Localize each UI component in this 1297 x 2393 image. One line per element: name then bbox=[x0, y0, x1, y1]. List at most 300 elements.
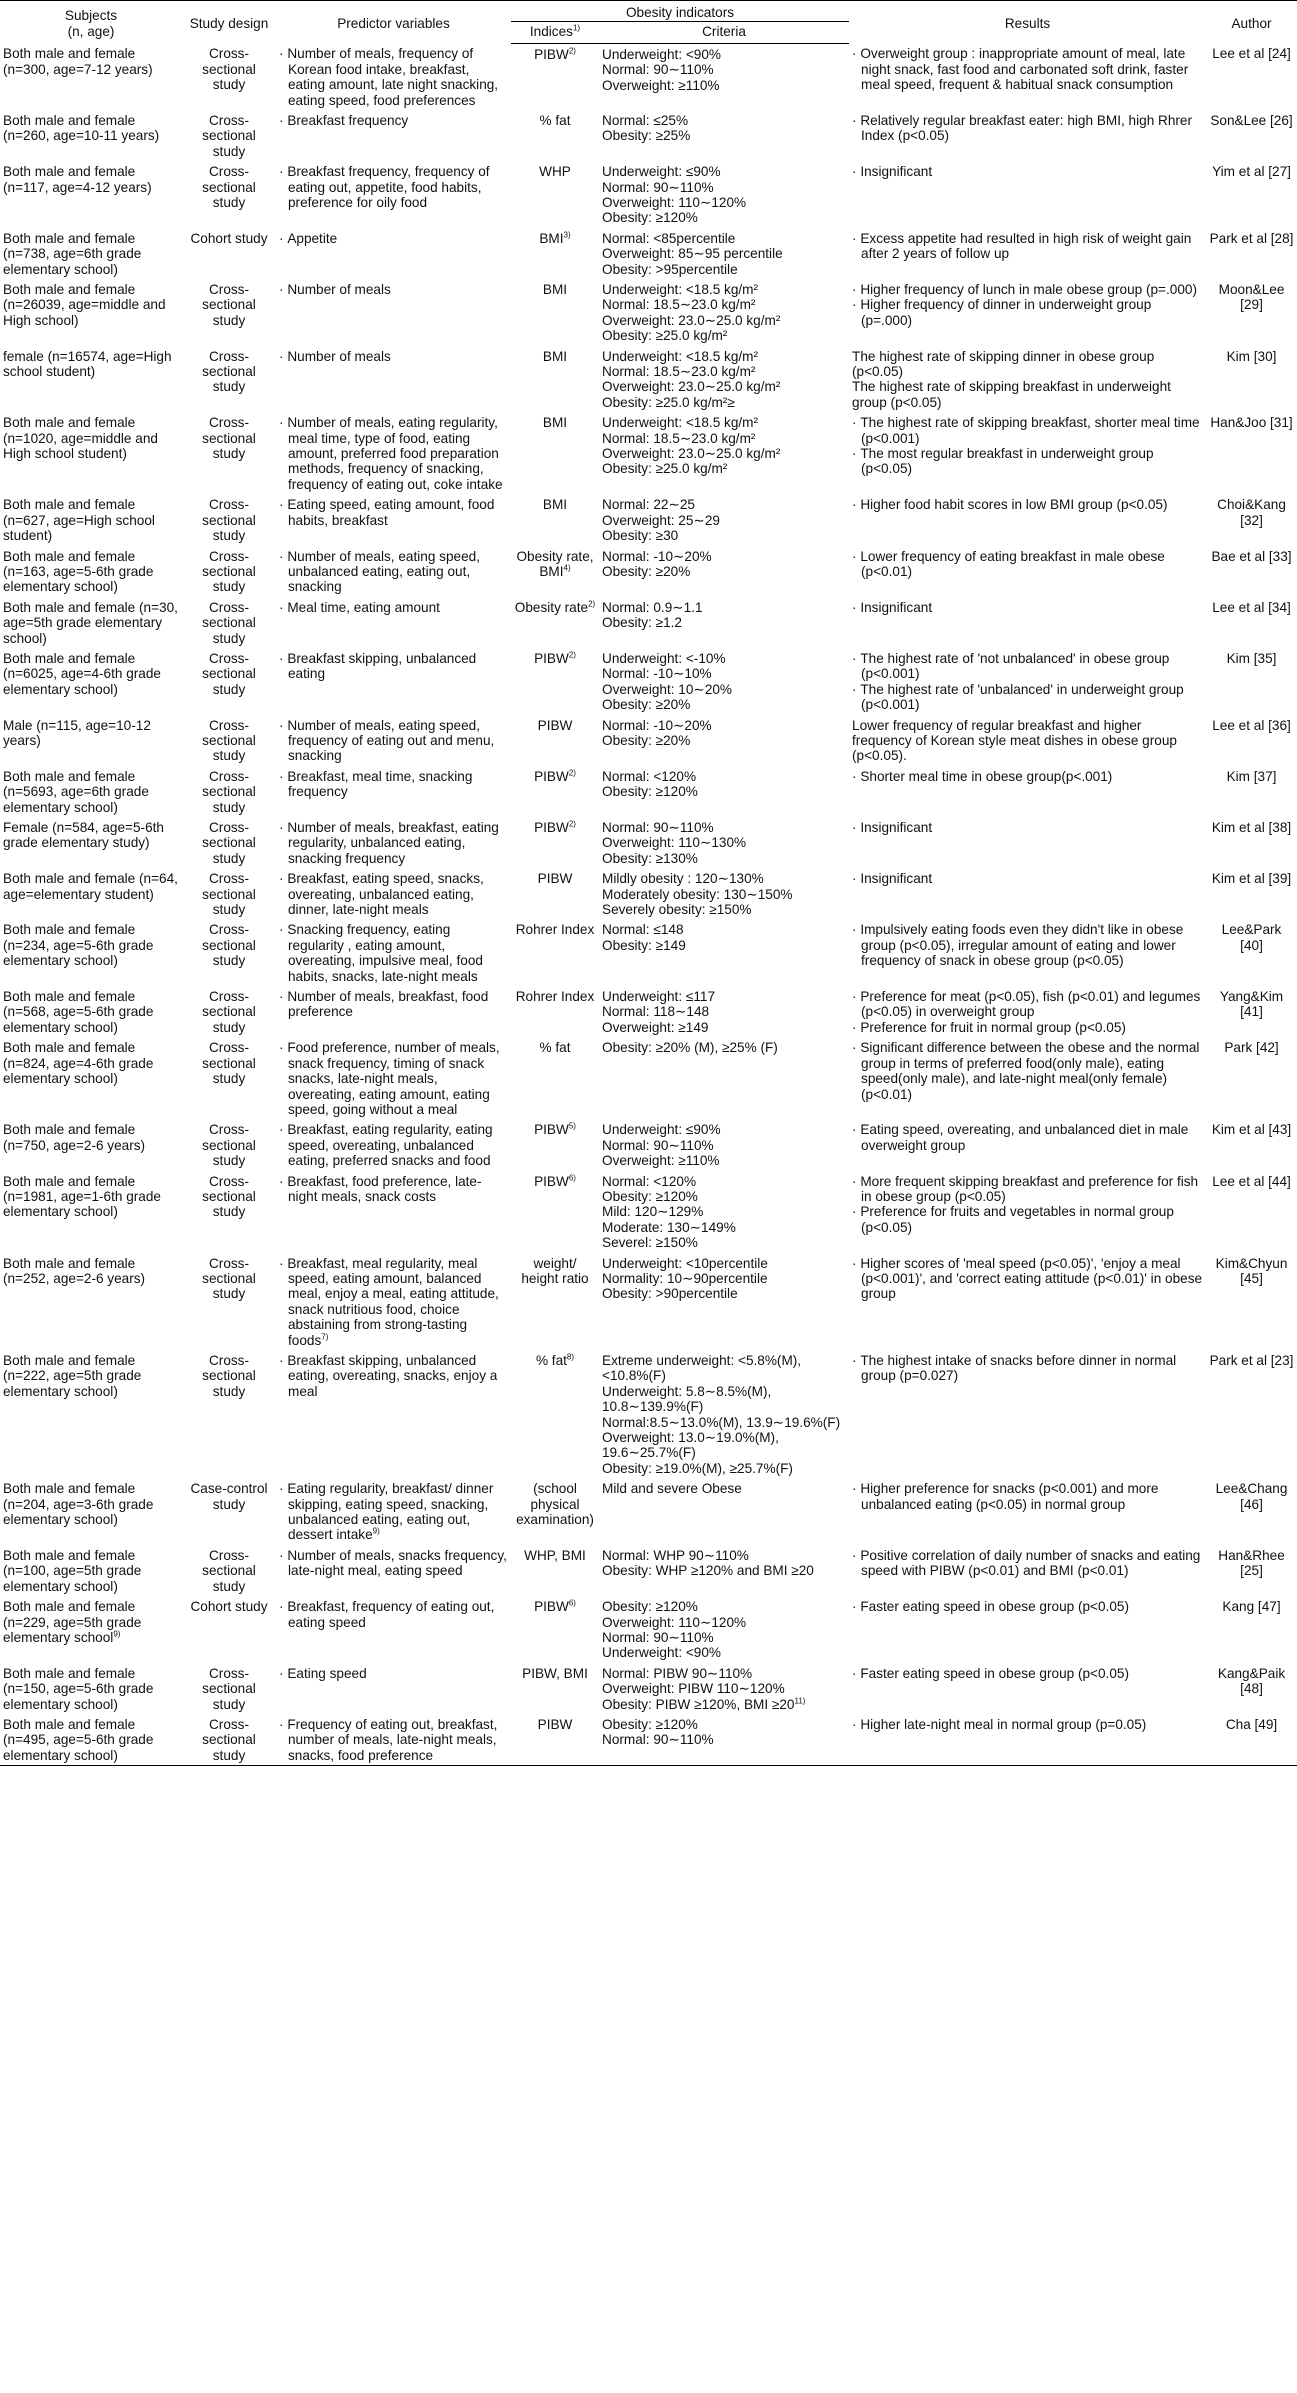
author-text: Han&Rhee [25] bbox=[1218, 1547, 1285, 1579]
index-text: WHP bbox=[539, 164, 571, 180]
criteria-line: Overweight: 23.0∼25.0 kg/m² bbox=[602, 312, 781, 328]
cell-subjects bbox=[0, 648, 182, 715]
cell-criteria bbox=[599, 412, 849, 494]
index-text: (school physical examination) bbox=[516, 1481, 594, 1528]
author-text: Moon&Lee [29] bbox=[1218, 282, 1285, 313]
predictor-footnote: 9) bbox=[372, 1526, 380, 1536]
table-row bbox=[0, 868, 1297, 919]
predictor-text: Breakfast, meal time, snacking frequency bbox=[287, 768, 473, 800]
cell-results bbox=[849, 1545, 1206, 1596]
table-row bbox=[0, 817, 1297, 868]
cell-study-design bbox=[182, 1037, 276, 1119]
criteria-line: Severel: ≥150% bbox=[602, 1235, 698, 1251]
cell-author bbox=[1206, 546, 1297, 597]
cell-results bbox=[849, 715, 1206, 766]
cell-indices bbox=[511, 1119, 599, 1170]
cell-results bbox=[849, 648, 1206, 715]
subjects-text: Both male and female (n=824, age=4-6th grade elementary school) bbox=[3, 1040, 154, 1087]
index-text: BMI bbox=[542, 282, 568, 297]
result-line: The highest rate of skipping dinner in obese group (p<0.05) bbox=[852, 348, 1155, 380]
subjects-text: Both male and female (n=163, age=5-6th grade elementary school) bbox=[3, 548, 154, 595]
cell-predictors bbox=[276, 1350, 511, 1478]
predictor-list bbox=[279, 820, 508, 866]
criteria-line: Obesity: ≥120% bbox=[602, 210, 698, 226]
predictor-list bbox=[279, 349, 508, 364]
cell-results bbox=[849, 597, 1206, 648]
cell-author bbox=[1206, 1545, 1297, 1596]
cell-results bbox=[849, 868, 1206, 919]
cell-indices bbox=[511, 412, 599, 494]
index-text: PIBW bbox=[534, 650, 569, 666]
cell-study-design bbox=[182, 279, 276, 346]
col-header-obesity-indicators: Obesity indicators bbox=[511, 1, 849, 22]
predictor-text: Number of meals, breakfast, food preference bbox=[287, 989, 489, 1020]
cell-indices bbox=[511, 1596, 599, 1663]
cell-predictors bbox=[276, 412, 511, 494]
cell-subjects bbox=[0, 1663, 182, 1714]
cell-subjects bbox=[0, 868, 182, 919]
criteria-line: Overweight: 110∼120% bbox=[602, 194, 747, 210]
cell-indices bbox=[511, 597, 599, 648]
cell-results bbox=[849, 1037, 1206, 1119]
cell-author bbox=[1206, 110, 1297, 161]
criteria-line: Normal: -10∼20% bbox=[602, 548, 712, 564]
index-footnote: 2) bbox=[568, 46, 576, 56]
criteria-line: Moderate: 130∼149% bbox=[602, 1219, 736, 1235]
subjects-text: Both male and female (n=738, age=6th grade elementary school) bbox=[3, 230, 142, 277]
col-header-subjects: Subjects (n, age) bbox=[0, 1, 182, 44]
cell-indices bbox=[511, 1663, 599, 1714]
cell-indices bbox=[511, 43, 599, 110]
index-footnote: 2) bbox=[588, 599, 596, 609]
indices-label: Indices bbox=[529, 24, 573, 40]
criteria-line: Obesity: >95percentile bbox=[602, 261, 738, 277]
cell-results bbox=[849, 346, 1206, 413]
criteria-line: Mildly obesity : 120∼130% bbox=[602, 871, 764, 887]
study-design-text: Cross-sectional study bbox=[202, 1547, 256, 1594]
predictor-list bbox=[279, 164, 508, 210]
criteria-line: Obesity: ≥25.0 kg/m² bbox=[602, 461, 728, 477]
cell-author bbox=[1206, 43, 1297, 110]
predictor-text: Number of meals, eating regularity, meal time, type of food, eating amount, preferred food preparation methods, frequency of snacking, frequency of eating out, coke intake bbox=[287, 415, 503, 492]
criteria-line: Normal: 90∼110% bbox=[602, 62, 714, 78]
col-header-predictor: Predictor variables bbox=[276, 1, 511, 44]
author-text: Kim [37] bbox=[1226, 768, 1277, 784]
cell-study-design bbox=[182, 597, 276, 648]
index-footnote: 5) bbox=[568, 1121, 576, 1131]
criteria-line: Overweight: ≥149 bbox=[602, 1019, 709, 1035]
table-row bbox=[0, 1714, 1297, 1766]
cell-subjects bbox=[0, 494, 182, 545]
criteria-line: Overweight: 85∼95 percentile bbox=[602, 246, 783, 262]
header-row-1 bbox=[0, 1, 1297, 22]
index-text: PIBW, BMI bbox=[522, 1665, 588, 1681]
table-row bbox=[0, 1171, 1297, 1253]
criteria-line: Obesity: ≥20% bbox=[602, 697, 691, 713]
cell-subjects bbox=[0, 110, 182, 161]
criteria-line: Overweight: ≥110% bbox=[602, 77, 720, 93]
cell-predictors bbox=[276, 868, 511, 919]
criteria-line: Normal: 18.5∼23.0 kg/m² bbox=[602, 297, 756, 313]
index-text: PIBW bbox=[537, 871, 573, 887]
criteria-line: Underweight: <90% bbox=[602, 1645, 722, 1661]
subjects-text: Both male and female (n=627, age=High school student) bbox=[3, 497, 155, 544]
criteria-line: Overweight: 10∼20% bbox=[602, 681, 733, 697]
result-line: · Preference for fruits and vegetables in normal group (p<0.05) bbox=[852, 1204, 1203, 1235]
study-design-text: Cross-sectional study bbox=[202, 415, 256, 462]
predictor-list bbox=[279, 231, 508, 246]
cell-predictors bbox=[276, 919, 511, 986]
criteria-line: Obesity: ≥25% bbox=[602, 128, 691, 144]
cell-author bbox=[1206, 1350, 1297, 1478]
cell-author bbox=[1206, 986, 1297, 1037]
subjects-text: Both male and female (n=234, age=5-6th grade elementary school) bbox=[3, 922, 154, 969]
predictor-text: Number of meals, snacks frequency, late-night meal, eating speed bbox=[287, 1547, 507, 1579]
predictor-text: Snacking frequency, eating regularity , eating amount, overeating, impulsive meal, food habits, snacks, late-night meals bbox=[287, 922, 483, 984]
predictor-text: Breakfast, meal regularity, meal speed, eating amount, balanced meal, enjoy a meal, eating attitude, snack nutritious food, choice abstaining from strong-tasting foods bbox=[287, 1255, 499, 1348]
criteria-line: Obesity: PIBW ≥120%, BMI ≥20 bbox=[602, 1696, 795, 1712]
criteria-line: Normal: 0.9∼1.1 bbox=[602, 599, 703, 615]
index-text: PIBW bbox=[534, 1122, 569, 1138]
predictor-list bbox=[279, 1122, 508, 1168]
study-design-text: Cross-sectional study bbox=[202, 1716, 256, 1763]
cell-study-design bbox=[182, 161, 276, 228]
criteria-line: Underweight: <10percentile bbox=[602, 1255, 768, 1271]
author-text: Yang&Kim [41] bbox=[1219, 989, 1284, 1020]
index-text: % fat bbox=[535, 1353, 567, 1368]
col-header-study-design: Study design bbox=[182, 1, 276, 44]
subjects-footnote: 9) bbox=[113, 1629, 121, 1639]
cell-predictors bbox=[276, 346, 511, 413]
author-text: Kim&Chyun [45] bbox=[1215, 1255, 1288, 1286]
criteria-line: Normal: 90∼110% bbox=[602, 820, 714, 835]
cell-study-design bbox=[182, 412, 276, 494]
cell-criteria bbox=[599, 1545, 849, 1596]
cell-indices bbox=[511, 919, 599, 986]
table-row bbox=[0, 715, 1297, 766]
criteria-line: Underweight: <-10% bbox=[602, 650, 726, 666]
author-text: Kim et al [43] bbox=[1211, 1122, 1292, 1138]
predictor-text: Number of meals, frequency of Korean food intake, breakfast, eating amount, late night snacking, eating speed, food preferences bbox=[287, 46, 499, 108]
cell-subjects bbox=[0, 1171, 182, 1253]
study-design-text: Cross-sectional study bbox=[202, 650, 256, 697]
criteria-line: Normal: WHP 90∼110% bbox=[602, 1547, 749, 1563]
cell-study-design bbox=[182, 648, 276, 715]
criteria-line: Underweight: 5.8∼8.5%(M), 10.8∼139.9%(F) bbox=[602, 1383, 772, 1415]
cell-criteria bbox=[599, 1663, 849, 1714]
cell-subjects bbox=[0, 597, 182, 648]
table-row bbox=[0, 494, 1297, 545]
cell-study-design bbox=[182, 228, 276, 279]
subjects-text: Male (n=115, age=10-12 years) bbox=[3, 717, 151, 748]
criteria-line: Normal: -10∼10% bbox=[602, 666, 712, 682]
author-text: Lee&Chang [46] bbox=[1215, 1481, 1288, 1512]
predictor-list bbox=[279, 1548, 508, 1579]
indices-footnote: 1) bbox=[572, 23, 581, 33]
cell-predictors bbox=[276, 161, 511, 228]
cell-predictors bbox=[276, 1037, 511, 1119]
cell-author bbox=[1206, 279, 1297, 346]
predictor-text: Food preference, number of meals, snack frequency, timing of snack snacks, late-night meals, overeating, eating amount, eating speed, going without a meal bbox=[287, 1040, 500, 1117]
cell-predictors bbox=[276, 43, 511, 110]
cell-study-design bbox=[182, 494, 276, 545]
criteria-line: Normal: 90∼110% bbox=[602, 179, 714, 195]
cell-study-design bbox=[182, 346, 276, 413]
author-text: Lee&Park [40] bbox=[1221, 922, 1282, 953]
table-row bbox=[0, 161, 1297, 228]
predictor-text: Breakfast frequency bbox=[287, 112, 409, 128]
study-design-text: Cross-sectional study bbox=[202, 46, 256, 93]
cell-indices bbox=[511, 986, 599, 1037]
cell-criteria bbox=[599, 161, 849, 228]
cell-predictors bbox=[276, 279, 511, 346]
cell-indices bbox=[511, 1350, 599, 1478]
criteria-line: Normal: 90∼110% bbox=[602, 1629, 714, 1645]
cell-predictors bbox=[276, 715, 511, 766]
author-text: Park [42] bbox=[1224, 1040, 1279, 1056]
cell-study-design bbox=[182, 986, 276, 1037]
study-design-text: Cross-sectional study bbox=[202, 1353, 256, 1399]
criteria-line: Normal: 118∼148 bbox=[602, 1004, 710, 1020]
cell-indices bbox=[511, 279, 599, 346]
cell-subjects bbox=[0, 43, 182, 110]
cell-criteria bbox=[599, 597, 849, 648]
index-footnote: 6) bbox=[568, 1173, 576, 1182]
table-row bbox=[0, 110, 1297, 161]
result-line: · Overweight group : inappropriate amount of meal, late night snack, fast food and carbonated soft drink, faster meal speed, frequent & habitual snack consumption bbox=[852, 46, 1203, 92]
cell-indices bbox=[511, 161, 599, 228]
cell-subjects bbox=[0, 986, 182, 1037]
table-row bbox=[0, 1119, 1297, 1170]
criteria-line: Obesity: ≥20% bbox=[602, 563, 691, 579]
table-row bbox=[0, 1596, 1297, 1663]
criteria-line: Obesity: ≥25.0 kg/m² bbox=[602, 328, 728, 344]
predictor-text: Eating speed, eating amount, food habits, breakfast bbox=[287, 497, 495, 528]
author-text: Han&Joo [31] bbox=[1210, 415, 1293, 431]
predictor-list bbox=[279, 769, 508, 800]
result-line: · Impulsively eating foods even they didn't like in obese group (p<0.05), irregular amount of eating and lower frequency of snack in obese group (p<0.05) bbox=[852, 922, 1203, 968]
predictor-list bbox=[279, 1717, 508, 1763]
predictor-list bbox=[279, 651, 508, 682]
cell-author bbox=[1206, 1253, 1297, 1350]
author-text: Lee et al [36] bbox=[1212, 717, 1291, 733]
subjects-text: Female (n=584, age=5-6th grade elementary study) bbox=[3, 820, 164, 851]
subjects-text: Both male and female (n=1020, age=middle and High school student) bbox=[3, 415, 158, 462]
result-line: · The highest rate of skipping breakfast, shorter meal time (p<0.001) bbox=[852, 415, 1203, 446]
index-footnote: 3) bbox=[563, 230, 571, 240]
predictor-text: Number of meals, breakfast, eating regularity, unbalanced eating, snacking frequency bbox=[287, 820, 499, 866]
predictor-text: Breakfast, eating speed, snacks, overeating, unbalanced eating, dinner, late-night meals bbox=[287, 871, 484, 918]
table-body bbox=[0, 43, 1297, 1765]
table-row bbox=[0, 1663, 1297, 1714]
result-line: · The highest rate of 'not unbalanced' in obese group (p<0.001) bbox=[852, 651, 1203, 682]
cell-criteria bbox=[599, 1350, 849, 1478]
index-text: PIBW bbox=[534, 1599, 569, 1615]
cell-subjects bbox=[0, 715, 182, 766]
cell-predictors bbox=[276, 546, 511, 597]
criteria-line: Normal: <120% bbox=[602, 1173, 697, 1189]
cell-study-design bbox=[182, 715, 276, 766]
cell-author bbox=[1206, 1171, 1297, 1253]
subjects-text: Both male and female (n=750, age=2-6 years) bbox=[3, 1122, 146, 1153]
index-text: PIBW bbox=[534, 46, 569, 62]
result-line: · Faster eating speed in obese group (p<0.05) bbox=[852, 1666, 1203, 1681]
criteria-line: Obesity: ≥30 bbox=[602, 528, 679, 544]
cell-subjects bbox=[0, 1545, 182, 1596]
result-line: · Higher food habit scores in low BMI group (p<0.05) bbox=[852, 497, 1203, 512]
result-line: · The highest rate of 'unbalanced' in underweight group (p<0.001) bbox=[852, 682, 1203, 713]
criteria-line: Normal: <85percentile bbox=[602, 230, 736, 246]
cell-study-design bbox=[182, 817, 276, 868]
cell-study-design bbox=[182, 1478, 276, 1545]
criteria-line: Underweight: ≤90% bbox=[602, 164, 721, 180]
cell-criteria bbox=[599, 1037, 849, 1119]
subjects-text: Both male and female (n=260, age=10-11 years) bbox=[3, 112, 160, 144]
table-row bbox=[0, 412, 1297, 494]
cell-subjects bbox=[0, 1119, 182, 1170]
subjects-text: Both male and female (n=100, age=5th grade elementary school) bbox=[3, 1547, 142, 1594]
cell-predictors bbox=[276, 1171, 511, 1253]
cell-indices bbox=[511, 546, 599, 597]
author-text: Lee et al [24] bbox=[1212, 46, 1291, 62]
criteria-line: Obesity: ≥120% bbox=[602, 1599, 698, 1615]
criteria-line: Overweight: 23.0∼25.0 kg/m² bbox=[602, 446, 781, 462]
predictor-text: Number of meals bbox=[287, 348, 391, 364]
cell-predictors bbox=[276, 1545, 511, 1596]
cell-predictors bbox=[276, 110, 511, 161]
result-line: · Insignificant bbox=[852, 820, 1203, 835]
subjects-text: Both male and female (n=26039, age=middle and High school) bbox=[3, 282, 166, 328]
criteria-line: Obesity: ≥120% bbox=[602, 1716, 698, 1732]
cell-study-design bbox=[182, 766, 276, 817]
predictor-list bbox=[279, 718, 508, 764]
predictor-list bbox=[279, 1256, 508, 1348]
cell-author bbox=[1206, 346, 1297, 413]
cell-author bbox=[1206, 1596, 1297, 1663]
table-row bbox=[0, 648, 1297, 715]
predictor-text: Number of meals, eating speed, unbalanced eating, eating out, snacking bbox=[287, 548, 480, 595]
cell-indices bbox=[511, 1478, 599, 1545]
author-text: Lee et al [34] bbox=[1212, 599, 1291, 615]
cell-results bbox=[849, 1714, 1206, 1766]
predictor-text: Breakfast skipping, unbalanced eating bbox=[287, 650, 477, 682]
cell-results bbox=[849, 494, 1206, 545]
study-design-text: Cohort study bbox=[190, 1599, 268, 1615]
study-design-text: Cross-sectional study bbox=[202, 1040, 256, 1087]
result-line: · Insignificant bbox=[852, 164, 1203, 179]
cell-predictors bbox=[276, 1478, 511, 1545]
cell-indices bbox=[511, 110, 599, 161]
result-line: · Shorter meal time in obese group(p<.001) bbox=[852, 769, 1203, 784]
criteria-line: Obesity: WHP ≥120% and BMI ≥20 bbox=[602, 1563, 814, 1579]
cell-predictors bbox=[276, 1714, 511, 1766]
cell-results bbox=[849, 1663, 1206, 1714]
col-header-results: Results bbox=[849, 1, 1206, 44]
cell-study-design bbox=[182, 43, 276, 110]
cell-subjects bbox=[0, 1253, 182, 1350]
result-line: · Preference for meat (p<0.05), fish (p<0.01) and legumes (p<0.05) in overweight group bbox=[852, 989, 1203, 1020]
criteria-line: Normal:8.5∼13.0%(M), 13.9∼19.6%(F) bbox=[602, 1414, 841, 1430]
result-line: · Eating speed, overeating, and unbalanced diet in male overweight group bbox=[852, 1122, 1203, 1153]
predictor-list bbox=[279, 871, 508, 917]
result-line: · Insignificant bbox=[852, 600, 1203, 615]
index-text: weight/ height ratio bbox=[521, 1255, 589, 1286]
cell-criteria bbox=[599, 110, 849, 161]
cell-subjects bbox=[0, 228, 182, 279]
predictor-list bbox=[279, 1481, 508, 1543]
criteria-line: Mild and severe Obese bbox=[602, 1481, 742, 1497]
criteria-line: Normal: PIBW 90∼110% bbox=[602, 1665, 753, 1681]
cell-subjects bbox=[0, 817, 182, 868]
study-design-text: Cross-sectional study bbox=[202, 548, 256, 595]
study-design-text: Cross-sectional study bbox=[202, 348, 256, 395]
predictor-footnote: 7) bbox=[321, 1332, 329, 1342]
result-line: · Faster eating speed in obese group (p<0.05) bbox=[852, 1599, 1203, 1614]
criteria-line: Normal: 22∼25 bbox=[602, 497, 695, 513]
criteria-line: Severely obesity: ≥150% bbox=[602, 902, 752, 918]
cell-criteria bbox=[599, 919, 849, 986]
author-text: Bae et al [33] bbox=[1211, 548, 1292, 564]
criteria-line: Normal: -10∼20% bbox=[602, 717, 712, 733]
result-line: · Higher frequency of lunch in male obese group (p=.000) bbox=[852, 282, 1203, 297]
study-design-text: Case-control study bbox=[190, 1481, 268, 1512]
cell-author bbox=[1206, 919, 1297, 986]
cell-subjects bbox=[0, 1596, 182, 1663]
author-text: Park et al [23] bbox=[1209, 1353, 1294, 1368]
table-row bbox=[0, 597, 1297, 648]
index-text: BMI bbox=[542, 415, 568, 431]
cell-predictors bbox=[276, 766, 511, 817]
cell-predictors bbox=[276, 648, 511, 715]
table-row bbox=[0, 228, 1297, 279]
table-row bbox=[0, 346, 1297, 413]
cell-indices bbox=[511, 868, 599, 919]
criteria-line: Obesity: ≥20% (M), ≥25% (F) bbox=[602, 1040, 778, 1056]
predictor-text: Breakfast, frequency of eating out, eating speed bbox=[287, 1599, 495, 1630]
result-line: · The highest intake of snacks before dinner in normal group (p=0.027) bbox=[852, 1353, 1203, 1384]
subjects-text: Both male and female (n=222, age=5th grade elementary school) bbox=[3, 1353, 142, 1399]
cell-subjects bbox=[0, 919, 182, 986]
author-text: Yim et al [27] bbox=[1212, 164, 1291, 180]
author-text: Lee et al [44] bbox=[1212, 1173, 1291, 1189]
criteria-line: Normal: ≤25% bbox=[602, 112, 689, 128]
cell-indices bbox=[511, 715, 599, 766]
result-line: · Positive correlation of daily number of snacks and eating speed with PIBW (p<0.01) and BMI (p<0.01) bbox=[852, 1548, 1203, 1579]
table-row bbox=[0, 986, 1297, 1037]
index-text: PIBW bbox=[537, 1716, 573, 1732]
index-text: BMI bbox=[539, 230, 564, 246]
cell-results bbox=[849, 1119, 1206, 1170]
cell-criteria bbox=[599, 1119, 849, 1170]
criteria-line: Obesity: ≥19.0%(M), ≥25.7%(F) bbox=[602, 1460, 793, 1476]
cell-study-design bbox=[182, 1119, 276, 1170]
table-row bbox=[0, 1350, 1297, 1478]
cell-author bbox=[1206, 412, 1297, 494]
cell-criteria bbox=[599, 1714, 849, 1766]
cell-criteria bbox=[599, 346, 849, 413]
criteria-line: Underweight: <18.5 kg/m² bbox=[602, 282, 759, 297]
result-line: · Excess appetite had resulted in high risk of weight gain after 2 years of follow up bbox=[852, 231, 1203, 262]
criteria-line: Obesity: >90percentile bbox=[602, 1286, 738, 1302]
subjects-text: Both male and female (n=252, age=2-6 years) bbox=[3, 1255, 146, 1286]
cell-results bbox=[849, 986, 1206, 1037]
cell-results bbox=[849, 1350, 1206, 1478]
subjects-text: Both male and female (n=117, age=4-12 years) bbox=[3, 164, 152, 195]
predictor-text: Breakfast, food preference, late-night meals, snack costs bbox=[287, 1173, 482, 1204]
study-design-text: Cross-sectional study bbox=[202, 1173, 256, 1220]
cell-predictors bbox=[276, 1663, 511, 1714]
cell-author bbox=[1206, 648, 1297, 715]
